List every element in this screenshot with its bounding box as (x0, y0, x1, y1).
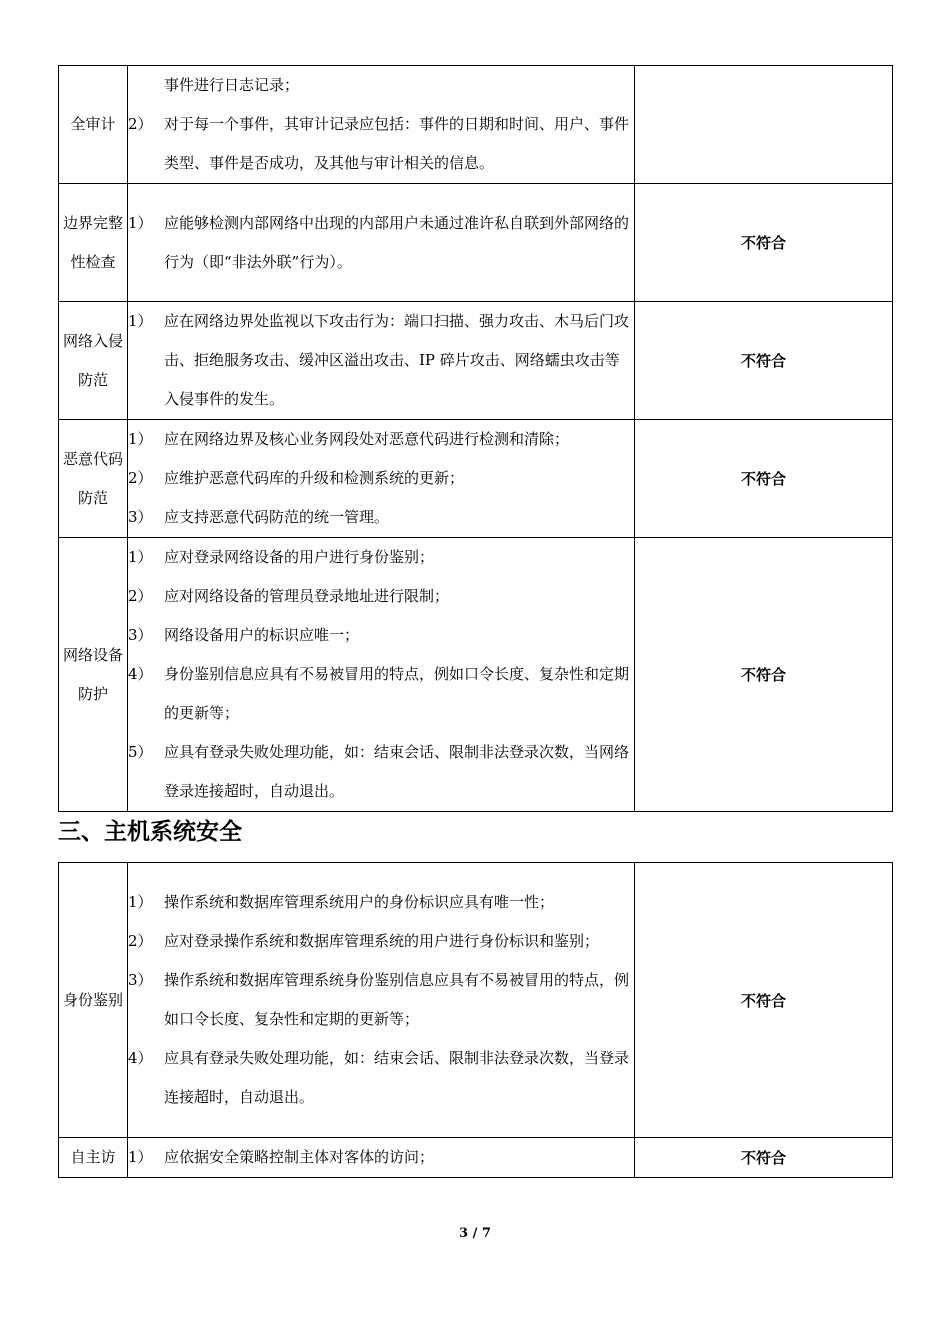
item-number: 1） (128, 430, 153, 448)
item-text: 应具有登录失败处理功能，如：结束会话、限制非法登录次数，当网络登录连接超时，自动退出。 (164, 743, 630, 800)
item-number: 2） (128, 932, 153, 950)
page-separator: / (472, 1226, 478, 1241)
table-row (59, 66, 893, 184)
requirement-cell (128, 184, 635, 302)
item-text: 应对登录操作系统和数据库管理系统的用户进行身份标识和鉴别； (164, 932, 600, 950)
item-text: 应能够检测内部网络中出现的内部用户未通过准许私自联到外部网络的行为（即“非法外联”行为）。 (164, 213, 630, 271)
requirement-cell (128, 420, 635, 538)
item-number: 5） (128, 743, 153, 761)
item-text: 应在网络边界及核心业务网段处对恶意代码进行检测和清除； (164, 430, 570, 448)
list-item (128, 105, 634, 183)
item-text: 事件进行日志记录； (164, 76, 300, 94)
list-item (128, 616, 634, 655)
category-cell: 边界完整性检查 (59, 184, 128, 302)
item-number (128, 66, 164, 105)
result-cell (635, 66, 893, 184)
table-row (59, 302, 893, 420)
result-cell: 不符合 (635, 863, 893, 1138)
page-number (0, 1226, 950, 1241)
item-number: 2） (128, 469, 153, 487)
item-number: 1） (128, 213, 153, 232)
category-cell: 网络设备防护 (59, 538, 128, 812)
list-item (128, 204, 634, 282)
table-row (59, 538, 893, 812)
category-cell: 全审计 (59, 66, 128, 184)
item-text: 应对网络设备的管理员登录地址进行限制； (164, 587, 450, 605)
item-number: 4） (128, 665, 153, 683)
item-number: 1） (128, 548, 153, 566)
list-item (128, 577, 634, 616)
table-row (59, 420, 893, 538)
category-cell: 恶意代码防范 (59, 420, 128, 538)
result-cell: 不符合 (635, 302, 893, 420)
item-text: 应依据安全策略控制主体对客体的访问； (164, 1148, 435, 1166)
item-text: 应支持恶意代码防范的统一管理。 (164, 508, 390, 526)
assessment-table-network (58, 65, 893, 812)
list-item (128, 538, 634, 577)
item-text: 操作系统和数据库管理系统用户的身份标识应具有唯一性； (164, 893, 555, 911)
table-row (59, 1138, 893, 1178)
category-cell: 自主访 (59, 1138, 128, 1178)
list-item (128, 961, 634, 1039)
item-text: 身份鉴别信息应具有不易被冒用的特点，例如口令长度、复杂性和定期的更新等； (164, 665, 630, 722)
item-number: 1） (128, 1148, 153, 1166)
requirement-cell (128, 302, 635, 420)
assessment-table-host (58, 862, 893, 1178)
list-item (128, 498, 634, 537)
item-text: 应维护恶意代码库的升级和检测系统的更新； (164, 469, 465, 487)
item-number: 4） (128, 1049, 153, 1067)
list-item (128, 1039, 634, 1117)
item-text: 应具有登录失败处理功能，如：结束会话、限制非法登录次数，当登录连接超时，自动退出。 (164, 1049, 630, 1106)
item-number: 1） (128, 312, 153, 330)
item-text: 操作系统和数据库管理系统身份鉴别信息应具有不易被冒用的特点，例如口令长度、复杂性和定期的更新等； (164, 971, 630, 1028)
category-cell: 身份鉴别 (59, 863, 128, 1138)
result-cell: 不符合 (635, 1138, 893, 1178)
table-row (59, 863, 893, 1138)
category-cell: 网络入侵防范 (59, 302, 128, 420)
item-number: 2） (128, 587, 153, 605)
item-number: 3） (128, 508, 153, 526)
list-item (128, 655, 634, 733)
requirement-cell (128, 863, 635, 1138)
result-cell: 不符合 (635, 538, 893, 812)
requirement-cell (128, 66, 635, 184)
item-text: 应在网络边界处监视以下攻击行为：端口扫描、强力攻击、木马后门攻击、拒绝服务攻击、缓冲区溢出攻击、IP 碎片攻击、网络蠕虫攻击等入侵事件的发生。 (164, 312, 630, 408)
item-text: 网络设备用户的标识应唯一； (164, 626, 360, 644)
result-cell: 不符合 (635, 184, 893, 302)
current-page: 3 (459, 1226, 469, 1241)
list-item (128, 420, 634, 459)
list-item (128, 883, 634, 922)
result-cell: 不符合 (635, 420, 893, 538)
item-number: 1） (128, 893, 153, 911)
list-item (128, 459, 634, 498)
item-number: 2） (128, 115, 153, 133)
item-text: 应对登录网络设备的用户进行身份鉴别； (164, 548, 435, 566)
requirement-cell (128, 1138, 635, 1178)
total-pages: 7 (481, 1226, 491, 1241)
list-item (128, 302, 634, 419)
item-text: 对于每一个事件，其审计记录应包括：事件的日期和时间、用户、事件类型、事件是否成功，及其他与审计相关的信息。 (164, 115, 630, 172)
list-item (128, 733, 634, 811)
list-item (128, 1138, 634, 1177)
item-number: 3） (128, 971, 153, 989)
section-heading: 三、主机系统安全 (58, 819, 242, 845)
list-item (128, 922, 634, 961)
table-row (59, 184, 893, 302)
item-number: 3） (128, 626, 153, 644)
requirement-cell (128, 538, 635, 812)
list-item (128, 66, 634, 105)
